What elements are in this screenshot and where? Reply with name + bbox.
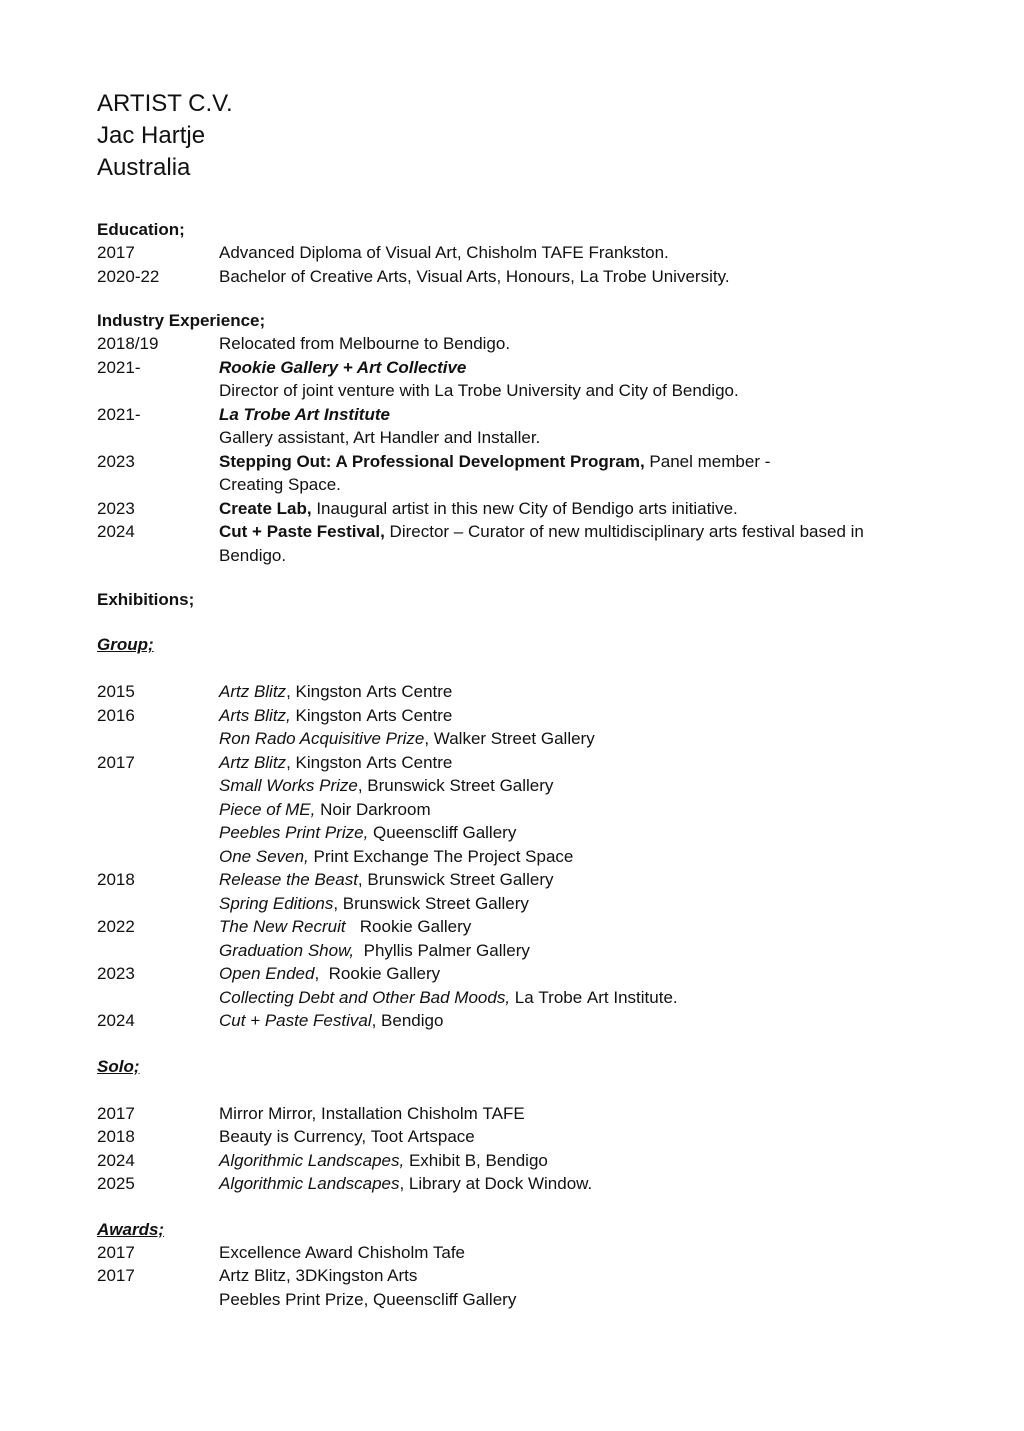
- entry-body: [219, 821, 957, 845]
- entry-text: Artz Blitz, 3DKingston Arts: [219, 1266, 418, 1285]
- entry-body: [219, 403, 957, 450]
- year: 2020-22: [97, 266, 160, 286]
- artist-country: Australia: [97, 154, 191, 181]
- entry-body: [219, 915, 957, 939]
- exhibition-row: [97, 915, 957, 939]
- exhibition-row: [97, 774, 957, 798]
- entry-title: Artz Blitz: [219, 752, 287, 772]
- awards-heading: Awards;: [97, 1219, 165, 1239]
- entry-title: Artz Blitz: [219, 682, 287, 701]
- entry-text: Excellence Award Chisholm Tafe: [219, 1242, 466, 1262]
- entry-description: Gallery assistant, Art Handler and Installer.: [219, 428, 541, 447]
- entry-body: [219, 986, 957, 1010]
- entry-body: [219, 356, 957, 403]
- entry-title: Cut + Paste Festival: [219, 1011, 372, 1030]
- entry-body: [219, 1264, 957, 1288]
- exhibitions-heading: Exhibitions;: [97, 590, 195, 609]
- year: 2021-: [97, 357, 141, 377]
- year: 2017: [97, 243, 135, 262]
- entry-description: Queenscliff Gallery: [368, 823, 517, 842]
- entry-body: [219, 497, 957, 521]
- industry-row: [97, 520, 957, 567]
- entry-description: , Bendigo: [371, 1011, 444, 1030]
- year: [97, 774, 219, 798]
- entry-body: [219, 892, 957, 916]
- industry-row: [97, 450, 957, 497]
- entry-description: Panel member -: [644, 451, 771, 471]
- year: [97, 1288, 219, 1312]
- exhibition-row: [97, 1149, 957, 1173]
- industry-row: [97, 497, 957, 521]
- entry-title: Release the Beast: [219, 870, 358, 889]
- group-heading: Group;: [97, 635, 154, 654]
- year: [97, 821, 219, 845]
- exhibition-row: [97, 1102, 957, 1126]
- year: 2022: [97, 917, 135, 936]
- entry-title: Ron Rado Acquisitive Prize: [219, 729, 425, 748]
- entry-title: Cut + Paste Festival,: [219, 522, 385, 541]
- year: 2017: [97, 752, 135, 772]
- industry-row: [97, 403, 957, 450]
- entry-title: Small Works Prize: [219, 776, 358, 795]
- exhibition-row: [97, 798, 957, 822]
- artist-name: Jac Hartje: [97, 122, 206, 149]
- exhibition-row: [97, 727, 957, 751]
- entry-description: Exhibit B, Bendigo: [404, 1150, 548, 1170]
- entry-title: Spring Editions: [219, 893, 334, 913]
- entry-body: [219, 1102, 957, 1126]
- entry-description: Mirror Mirror, Installation Chisholm TAFE: [219, 1103, 525, 1123]
- entry-body: [219, 774, 957, 798]
- entry-continuation: Creating Space.: [219, 475, 341, 494]
- entry-title: Stepping Out: A Professional Development Program,: [219, 451, 645, 471]
- entry-description: , Rookie Gallery: [314, 964, 441, 983]
- entry-description: Phyllis Palmer Gallery: [354, 940, 530, 960]
- entry-body: [219, 1125, 957, 1149]
- awards-list: [97, 1241, 957, 1312]
- award-row: [97, 1288, 957, 1312]
- exhibition-row: [97, 751, 957, 775]
- exhibition-row: [97, 704, 957, 728]
- year: 2018/19: [97, 334, 159, 353]
- cv-header: [97, 88, 957, 184]
- industry-row: [97, 332, 957, 356]
- award-row: [97, 1241, 957, 1265]
- year: [97, 845, 219, 869]
- entry-description: La Trobe Art Institute.: [510, 987, 678, 1007]
- entry-body: [219, 1172, 957, 1196]
- document-title: ARTIST C.V.: [97, 90, 233, 117]
- year: 2018: [97, 870, 135, 889]
- solo-heading: Solo;: [97, 1056, 140, 1076]
- entry-continuation: Bendigo.: [219, 545, 287, 565]
- entry-title: Open Ended: [219, 964, 315, 983]
- entry-title: Graduation Show,: [219, 940, 355, 960]
- exhibition-row: [97, 821, 957, 845]
- exhibition-row: [97, 1172, 957, 1196]
- year: [97, 986, 219, 1010]
- exhibition-row: [97, 939, 957, 963]
- education-row: [97, 265, 957, 289]
- entry-description: Beauty is Currency, Toot Artspace: [219, 1127, 475, 1146]
- entry-body: [219, 939, 957, 963]
- year: 2023: [97, 964, 135, 983]
- entry-body: [219, 845, 957, 869]
- award-row: [97, 1264, 957, 1288]
- entry-title: La Trobe Art Institute: [219, 404, 390, 424]
- entry-body: [219, 1009, 957, 1033]
- entry-body: [219, 868, 957, 892]
- entry-description: Director – Curator of new multidisciplinary arts festival based in: [384, 522, 864, 541]
- industry-heading: Industry Experience;: [97, 311, 266, 330]
- entry-description: , Kingston Arts Centre: [286, 682, 453, 701]
- entry-title: The New Recruit: [219, 917, 346, 936]
- entry-title: Rookie Gallery + Art Collective: [219, 357, 467, 377]
- year: 2023: [97, 498, 135, 518]
- entry-description: , Library at Dock Window.: [399, 1174, 593, 1193]
- entry-text: Bachelor of Creative Arts, Visual Arts, Honours, La Trobe University.: [219, 266, 730, 286]
- year: 2024: [97, 1150, 135, 1170]
- entry-description: , Walker Street Gallery: [424, 729, 595, 748]
- year: 2018: [97, 1127, 135, 1146]
- entry-body: [219, 1288, 957, 1312]
- year: [97, 939, 219, 963]
- entry-body: [219, 704, 957, 728]
- exhibition-row: [97, 986, 957, 1010]
- entry-title: Arts Blitz,: [219, 705, 291, 725]
- year: 2023: [97, 451, 135, 471]
- entry-description: , Kingston Arts Centre: [286, 752, 453, 772]
- entry-text: Peebles Print Prize, Queenscliff Gallery: [219, 1289, 517, 1309]
- year: [97, 892, 219, 916]
- entry-description: Inaugural artist in this new City of Bendigo arts initiative.: [311, 498, 738, 518]
- entry-description: , Brunswick Street Gallery: [333, 893, 529, 913]
- solo-exhibitions-list: [97, 1102, 957, 1196]
- entry-title: Create Lab,: [219, 498, 312, 518]
- entry-body: [219, 798, 957, 822]
- entry-title: One Seven,: [219, 846, 309, 866]
- cv-document: [97, 88, 957, 1311]
- exhibition-row: [97, 1009, 957, 1033]
- entry-description: , Brunswick Street Gallery: [357, 870, 554, 889]
- year: [97, 798, 219, 822]
- year: 2015: [97, 682, 135, 701]
- education-heading: Education;: [97, 220, 185, 239]
- entry-text: Relocated from Melbourne to Bendigo.: [219, 334, 511, 353]
- entry-description: Noir Darkroom: [315, 799, 431, 819]
- industry-row: [97, 356, 957, 403]
- exhibition-row: [97, 892, 957, 916]
- entry-body: [219, 751, 957, 775]
- group-exhibitions-list: [97, 680, 957, 1033]
- year: 2016: [97, 705, 135, 725]
- year: 2017: [97, 1242, 135, 1262]
- entry-title: Algorithmic Landscapes: [219, 1174, 400, 1193]
- entry-title: Piece of ME,: [219, 799, 316, 819]
- entry-body: [219, 1149, 957, 1173]
- year: 2025: [97, 1174, 135, 1193]
- entry-body: [219, 962, 957, 986]
- entry-description: , Brunswick Street Gallery: [357, 776, 554, 795]
- entry-title: Peebles Print Prize,: [219, 823, 369, 842]
- exhibition-row: [97, 1125, 957, 1149]
- entry-text: Advanced Diploma of Visual Art, Chisholm TAFE Frankston.: [219, 243, 669, 262]
- year: [97, 727, 219, 751]
- exhibition-row: [97, 680, 957, 704]
- entry-description: Director of joint venture with La Trobe University and City of Bendigo.: [219, 381, 739, 400]
- entry-description: Print Exchange The Project Space: [308, 846, 574, 866]
- exhibition-row: [97, 845, 957, 869]
- year: 2017: [97, 1266, 135, 1285]
- entry-title: Algorithmic Landscapes,: [219, 1150, 405, 1170]
- year: 2024: [97, 1011, 135, 1030]
- entry-description: Kingston Arts Centre: [290, 705, 453, 725]
- entry-title: Collecting Debt and Other Bad Moods,: [219, 987, 511, 1007]
- year: 2021-: [97, 404, 141, 424]
- exhibition-row: [97, 962, 957, 986]
- entry-body: [219, 680, 957, 704]
- entry-description: Rookie Gallery: [345, 917, 472, 936]
- year: 2017: [97, 1103, 135, 1123]
- education-row: [97, 241, 957, 265]
- exhibition-row: [97, 868, 957, 892]
- entry-body: [219, 1241, 957, 1265]
- entry-body: [219, 727, 957, 751]
- year: 2024: [97, 522, 135, 541]
- entry-body: [219, 450, 957, 497]
- entry-body: [219, 520, 957, 567]
